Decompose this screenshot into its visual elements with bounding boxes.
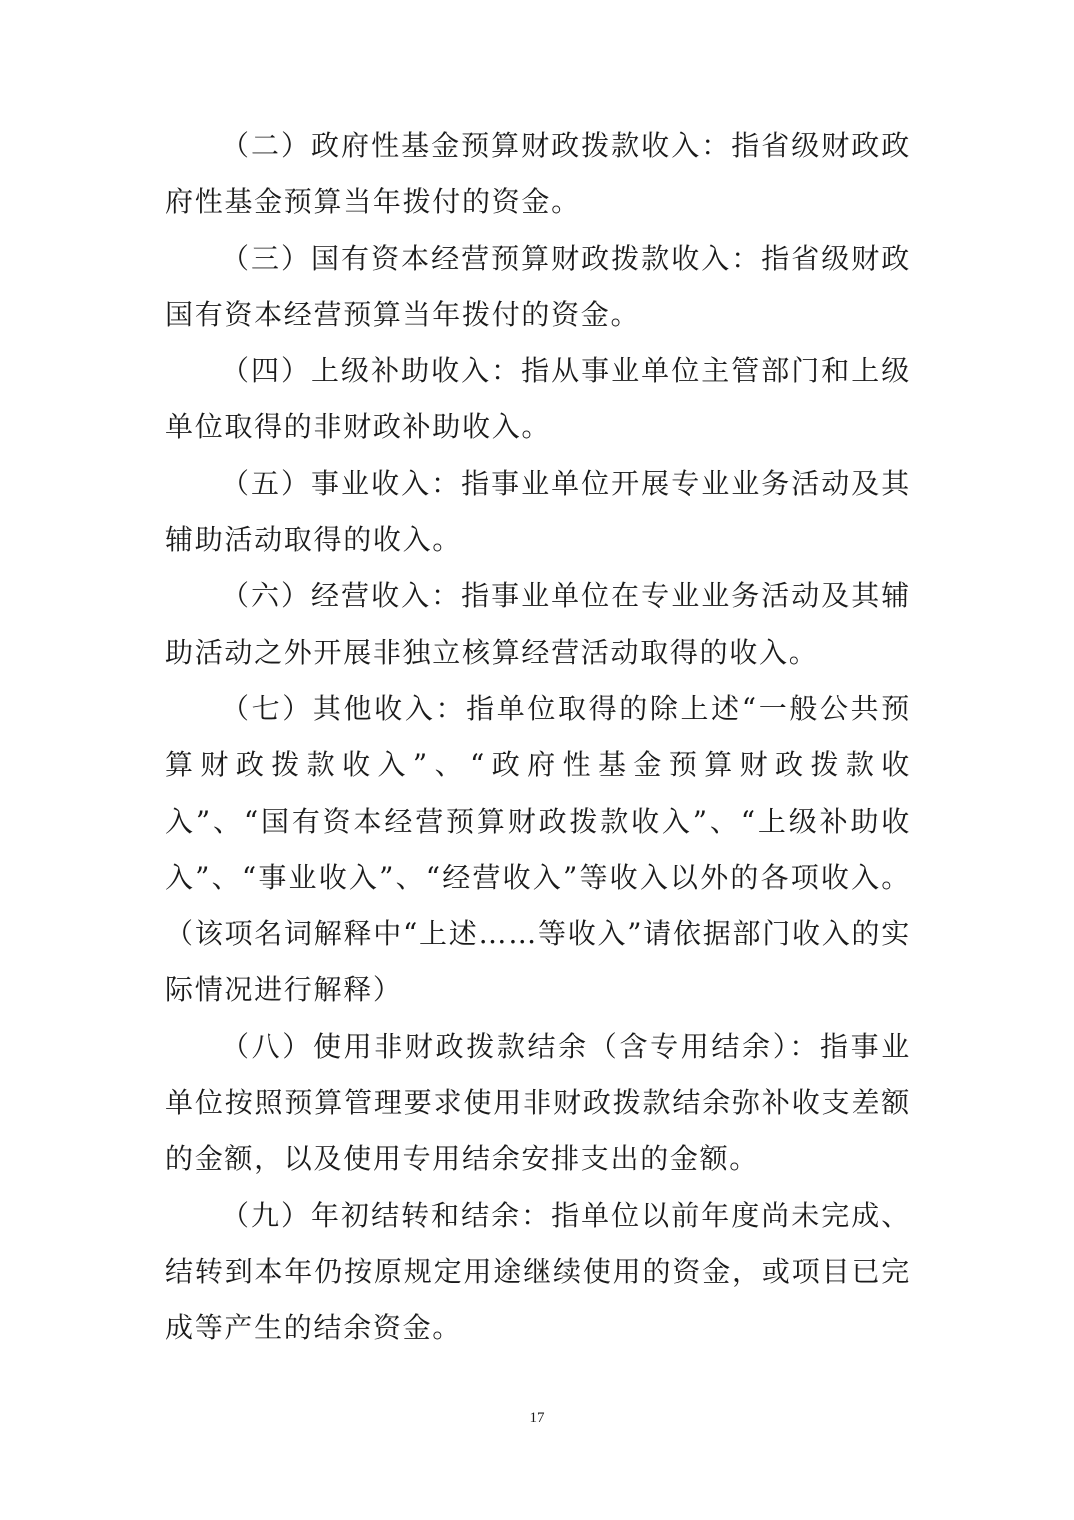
paragraph-2-government-fund-revenue: （二）政府性基金预算财政拨款收入：指省级财政政府性基金预算当年拨付的资金。 [165,129,911,219]
paragraph-9-carryover-balance: （九）年初结转和结余：指单位以前年度尚未完成、结转到本年仍按原规定用途继续使用的资金，或项目已完成等产生的结余资金。 [165,1198,911,1345]
paragraph-4-superior-subsidy-revenue: （四）上级补助收入：指从事业单位主管部门和上级单位取得的非财政补助收入。 [165,354,911,444]
document-body [165,118,911,1357]
paragraph-6-operating-revenue: （六）经营收入：指事业单位在专业业务活动及其辅助活动之外开展非独立核算经营活动取得的收入。 [165,579,911,669]
paragraph-8-non-fiscal-surplus: （八）使用非财政拨款结余（含专用结余）：指事业单位按照预算管理要求使用非财政拨款结余弥补收支差额的金额，以及使用专用结余安排支出的金额。 [165,1029,911,1176]
paragraph-7-other-revenue: （七）其他收入：指单位取得的除上述“一般公共预算财政拨款收入”、“政府性基金预算财政拨款收入”、“国有资本经营预算财政拨款收入”、“上级补助收入”、“事业收入”、“经营收入”等收入以外的各项收入。（该项名词解释中“上述……等收入”请依据部门收入的实际情况进行解释） [165,691,912,1007]
paragraph-5-business-revenue: （五）事业收入：指事业单位开展专业业务活动及其辅助活动取得的收入。 [165,466,911,557]
page-number: 17 [529,1410,545,1426]
paragraph-3-state-capital-revenue: （三）国有资本经营预算财政拨款收入：指省级财政国有资本经营预算当年拨付的资金。 [165,241,911,331]
